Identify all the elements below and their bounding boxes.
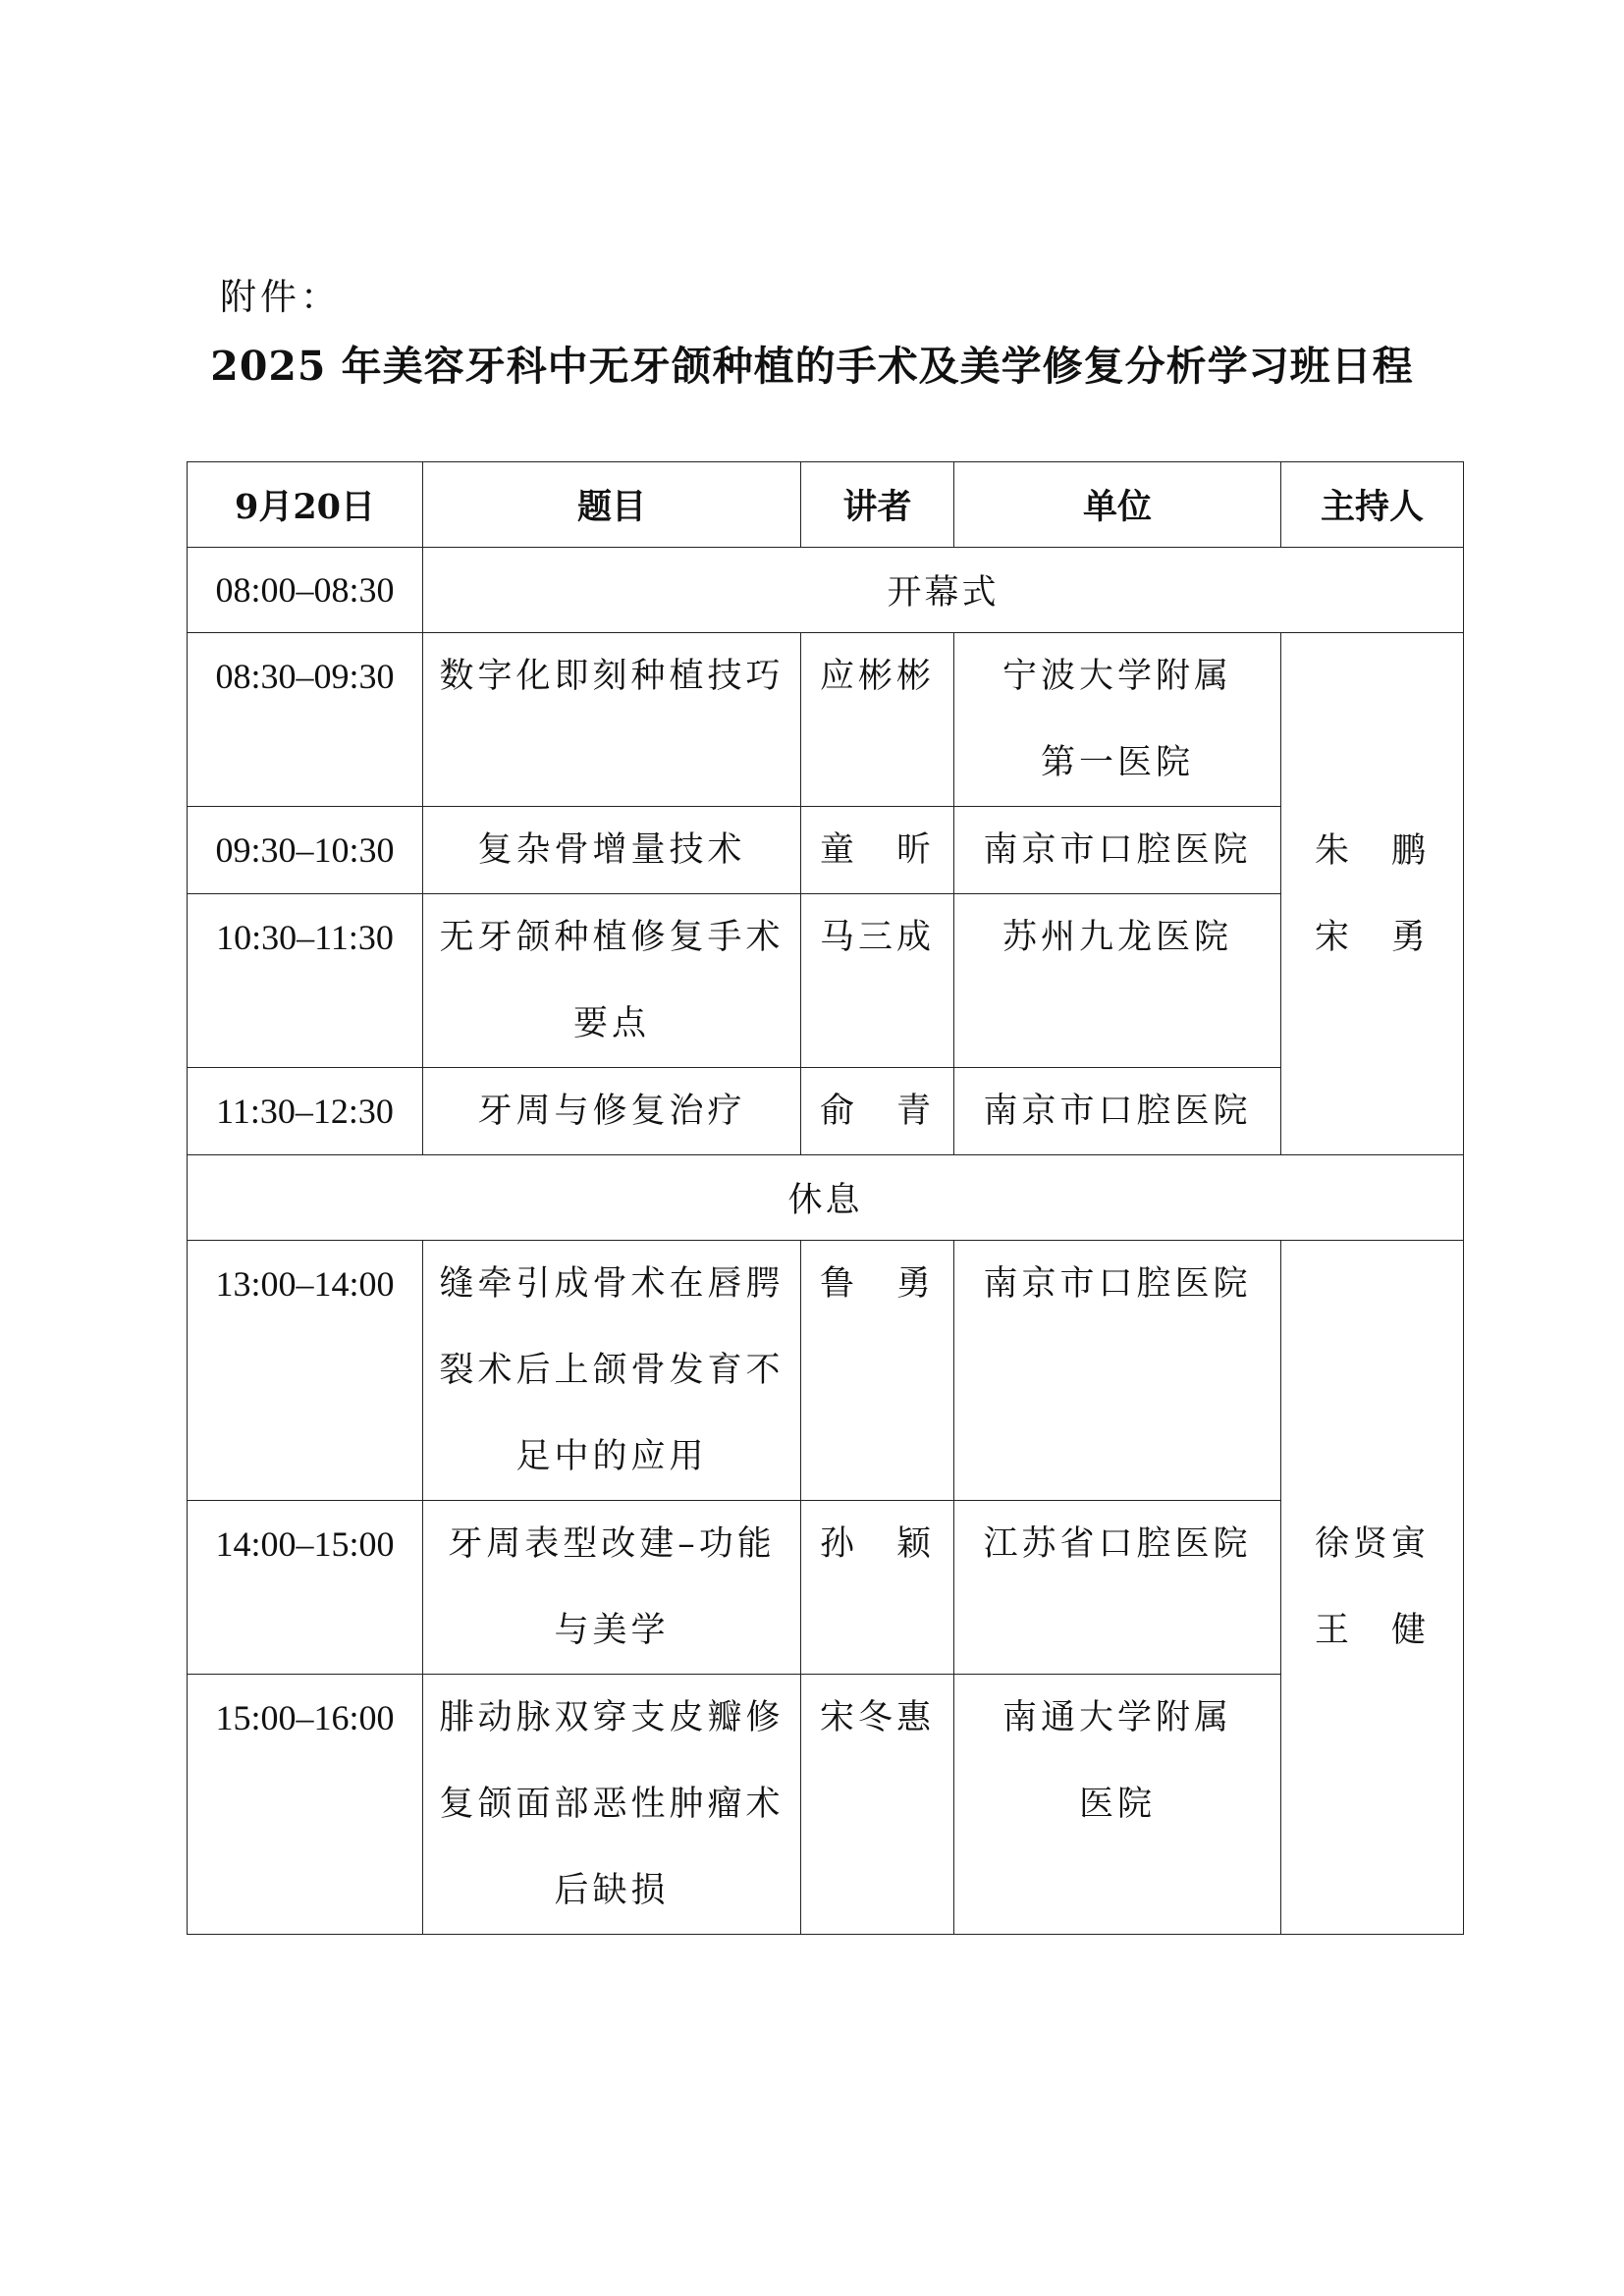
speaker-cell: 孙 颖 xyxy=(801,1501,954,1675)
unit-cell: 宁波大学附属 第一医院 xyxy=(954,633,1281,807)
opening-ceremony-cell: 开幕式 xyxy=(423,548,1464,633)
unit-cell: 南京市口腔医院 xyxy=(954,807,1281,894)
time-cell: 15:00–16:00 xyxy=(188,1675,423,1935)
speaker-cell: 宋冬惠 xyxy=(801,1675,954,1935)
header-unit: 单位 xyxy=(954,462,1281,548)
topic-cell: 腓动脉双穿支皮瓣修 复颌面部恶性肿瘤术 后缺损 xyxy=(423,1675,801,1935)
unit-cell: 江苏省口腔医院 xyxy=(954,1501,1281,1675)
time-cell: 10:30–11:30 xyxy=(188,894,423,1068)
host-cell-afternoon: 徐贤寅 王 健 xyxy=(1281,1241,1464,1935)
table-row xyxy=(188,1501,1464,1675)
schedule-table xyxy=(187,461,1464,1935)
topic-cell: 缝牵引成骨术在唇腭 裂术后上颌骨发育不 足中的应用 xyxy=(423,1241,801,1501)
table-row xyxy=(188,1241,1464,1501)
time-cell: 08:00–08:30 xyxy=(188,548,423,633)
speaker-cell: 鲁 勇 xyxy=(801,1241,954,1501)
table-row xyxy=(188,633,1464,807)
table-row xyxy=(188,1675,1464,1935)
time-cell: 14:00–15:00 xyxy=(188,1501,423,1675)
topic-cell: 无牙颌种植修复手术 要点 xyxy=(423,894,801,1068)
header-host: 主持人 xyxy=(1281,462,1464,548)
speaker-cell: 应彬彬 xyxy=(801,633,954,807)
attachment-label: 附件： xyxy=(220,276,341,318)
table-row xyxy=(188,807,1464,894)
table-row xyxy=(188,1068,1464,1155)
speaker-cell: 马三成 xyxy=(801,894,954,1068)
header-date: 9月20日 xyxy=(188,462,423,548)
topic-cell: 数字化即刻种植技巧 xyxy=(423,633,801,807)
time-cell: 13:00–14:00 xyxy=(188,1241,423,1501)
topic-cell: 牙周表型改建–功能 与美学 xyxy=(423,1501,801,1675)
topic-cell: 牙周与修复治疗 xyxy=(423,1068,801,1155)
host-cell-morning: 朱 鹏 宋 勇 xyxy=(1281,633,1464,1155)
speaker-cell: 俞 青 xyxy=(801,1068,954,1155)
table-header-row xyxy=(188,462,1464,548)
time-cell: 09:30–10:30 xyxy=(188,807,423,894)
speaker-cell: 童 昕 xyxy=(801,807,954,894)
header-topic: 题目 xyxy=(423,462,801,548)
time-cell: 08:30–09:30 xyxy=(188,633,423,807)
topic-cell: 复杂骨增量技术 xyxy=(423,807,801,894)
time-cell: 11:30–12:30 xyxy=(188,1068,423,1155)
unit-cell: 南通大学附属 医院 xyxy=(954,1675,1281,1935)
break-row xyxy=(188,1155,1464,1241)
page-title: 2025 年美容牙科中无牙颌种植的手术及美学修复分析学习班日程 xyxy=(210,343,1414,390)
header-speaker: 讲者 xyxy=(801,462,954,548)
opening-row xyxy=(188,548,1464,633)
break-cell: 休息 xyxy=(188,1155,1464,1241)
unit-cell: 南京市口腔医院 xyxy=(954,1068,1281,1155)
unit-cell: 南京市口腔医院 xyxy=(954,1241,1281,1501)
unit-cell: 苏州九龙医院 xyxy=(954,894,1281,1068)
table-row xyxy=(188,894,1464,1068)
